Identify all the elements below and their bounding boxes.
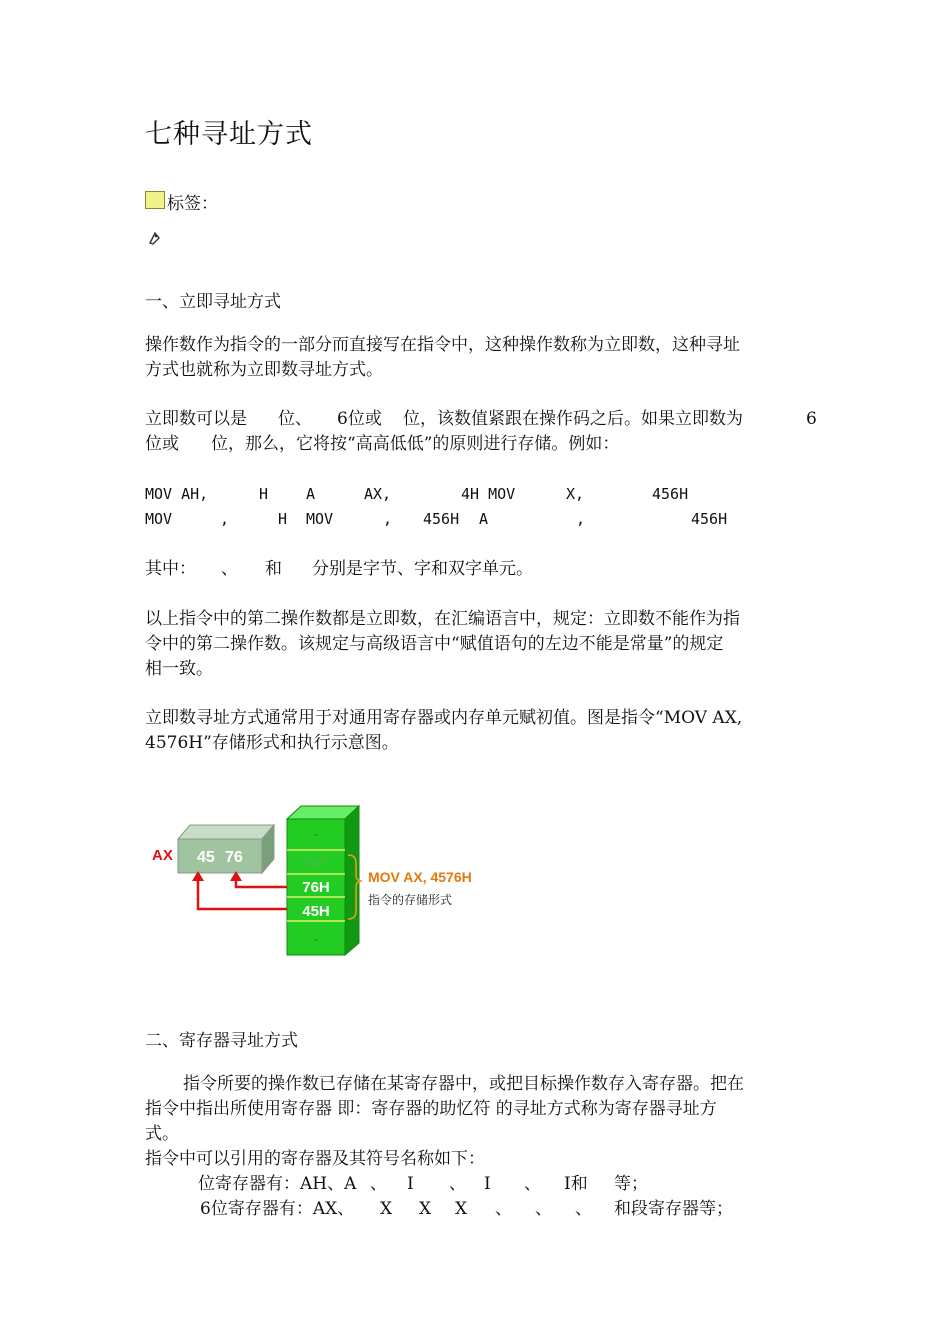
- para5-line1: 立即数寻址方式通常用于对通用寄存器或内存单元赋初值。图是指令“MOV AX,: [145, 708, 743, 728]
- list2-b: X: [380, 1199, 393, 1219]
- memory-cell-op: OP: [306, 856, 326, 871]
- figure-svg: [150, 803, 490, 963]
- arrow-76: [236, 879, 287, 887]
- code-l1-a: MOV AH,: [145, 485, 209, 503]
- page-title: 七种寻址方式: [145, 119, 313, 150]
- list2-f: 、: [535, 1199, 552, 1219]
- para2-l1-a: 立即数可以是: [145, 409, 247, 429]
- arrow-45: [198, 879, 287, 909]
- para4-line3: 相一致。: [145, 659, 213, 679]
- para4-line1: 以上指令中的第二操作数都是立即数，在汇编语言中，规定：立即数不能作为指: [145, 609, 740, 629]
- section2-para1-line1: 指令所要的操作数已存储在某寄存器中，或把目标操作数存入寄存器。把在: [183, 1074, 744, 1094]
- section1-heading: 一、立即寻址方式: [145, 292, 281, 312]
- list1-a: 位寄存器有：AH、A: [198, 1174, 357, 1194]
- code-l1-b: H: [259, 485, 269, 503]
- para5-line2: 4576H”存储形式和执行示意图。: [145, 733, 399, 753]
- memory-cell-0: -: [314, 827, 318, 841]
- memory-cell-45h: 45H: [302, 903, 330, 920]
- list2-e: 、: [495, 1199, 512, 1219]
- code-l2-i: 456H: [691, 510, 728, 528]
- list1-b: 、: [370, 1174, 387, 1194]
- list2-h: 和段寄存器等；: [614, 1199, 733, 1219]
- code-l2-c: H: [278, 510, 288, 528]
- list1-h: 等；: [614, 1174, 648, 1194]
- list2-a: 6位寄存器有：AX、: [200, 1199, 355, 1219]
- para3-c: 和: [265, 559, 282, 579]
- figure-caption: 指令的存储形式: [368, 893, 453, 907]
- register-box-top: [178, 825, 274, 839]
- register-label: AX: [152, 847, 173, 864]
- code-l2-a: MOV: [145, 510, 173, 528]
- memory-cell-76h: 76H: [302, 879, 330, 896]
- code-l2-f: 456H: [423, 510, 460, 528]
- list2-g: 、: [575, 1199, 592, 1219]
- code-l1-e: 4H MOV: [461, 485, 516, 503]
- list2-d: X: [455, 1199, 468, 1219]
- para2-l1-e: 6: [806, 409, 817, 429]
- para4-line2: 令中的第二操作数。该规定与高级语言中“赋值语句的左边不能是常量”的规定: [145, 634, 724, 654]
- para2-l2-a: 位或: [145, 434, 179, 454]
- para2-l1-b: 位、: [278, 409, 312, 429]
- register-value-high: 45: [197, 849, 215, 866]
- section1-para1-line1: 操作数作为指令的一部分而直接写在指令中，这种操作数称为立即数，这种寻址: [145, 335, 740, 355]
- section2-para2: 指令中可以引用的寄存器及其符号名称如下：: [145, 1149, 485, 1169]
- register-box-front: [178, 839, 262, 873]
- section2-heading: 二、寄存器寻址方式: [145, 1031, 298, 1051]
- para2-l2-b: 位，那么，它将按“高高低低”的原则进行存储。例如：: [211, 434, 620, 454]
- tag-label: 标签：: [167, 194, 218, 214]
- para2-l1-c: 6位或: [337, 409, 382, 429]
- list1-f: 、: [524, 1174, 541, 1194]
- code-l1-f: X,: [566, 485, 585, 503]
- code-l2-h: ,: [576, 510, 586, 528]
- section2-para1-line3: 式。: [145, 1124, 179, 1144]
- section2-para1-line2: 指令中指出所使用寄存器 即：寄存器的助忆符 的寻址方式称为寄存器寻址方: [145, 1099, 717, 1119]
- para3-b: 、: [221, 559, 238, 579]
- code-l1-d: AX,: [364, 485, 392, 503]
- section1-para1-line2: 方式也就称为立即数寻址方式。: [145, 360, 383, 380]
- instruction-label: MOV AX, 4576H: [368, 869, 472, 885]
- mov-storage-figure: [150, 803, 490, 967]
- memory-cell-4: -: [314, 932, 318, 946]
- para3-d: 分别是字节、字和双字单元。: [312, 559, 533, 579]
- code-l2-g: A: [479, 510, 489, 528]
- register-value-low: 76: [225, 849, 243, 866]
- memory-side: [345, 806, 359, 955]
- list1-e: I: [484, 1174, 491, 1194]
- list2-c: X: [419, 1199, 432, 1219]
- tag-icon: [145, 191, 165, 209]
- list1-c: I: [407, 1174, 414, 1194]
- list1-g: I和: [564, 1174, 588, 1194]
- code-l1-c: A: [306, 485, 316, 503]
- code-l2-e: ,: [383, 510, 393, 528]
- code-l1-g: 456H: [652, 485, 689, 503]
- code-l2-d: MOV: [306, 510, 334, 528]
- code-l2-b: ,: [220, 510, 230, 528]
- para2-l1-d: 位，该数值紧跟在操作码之后。如果立即数为: [403, 409, 743, 429]
- para3-a: 其中：: [145, 559, 196, 579]
- list1-d: 、: [449, 1174, 466, 1194]
